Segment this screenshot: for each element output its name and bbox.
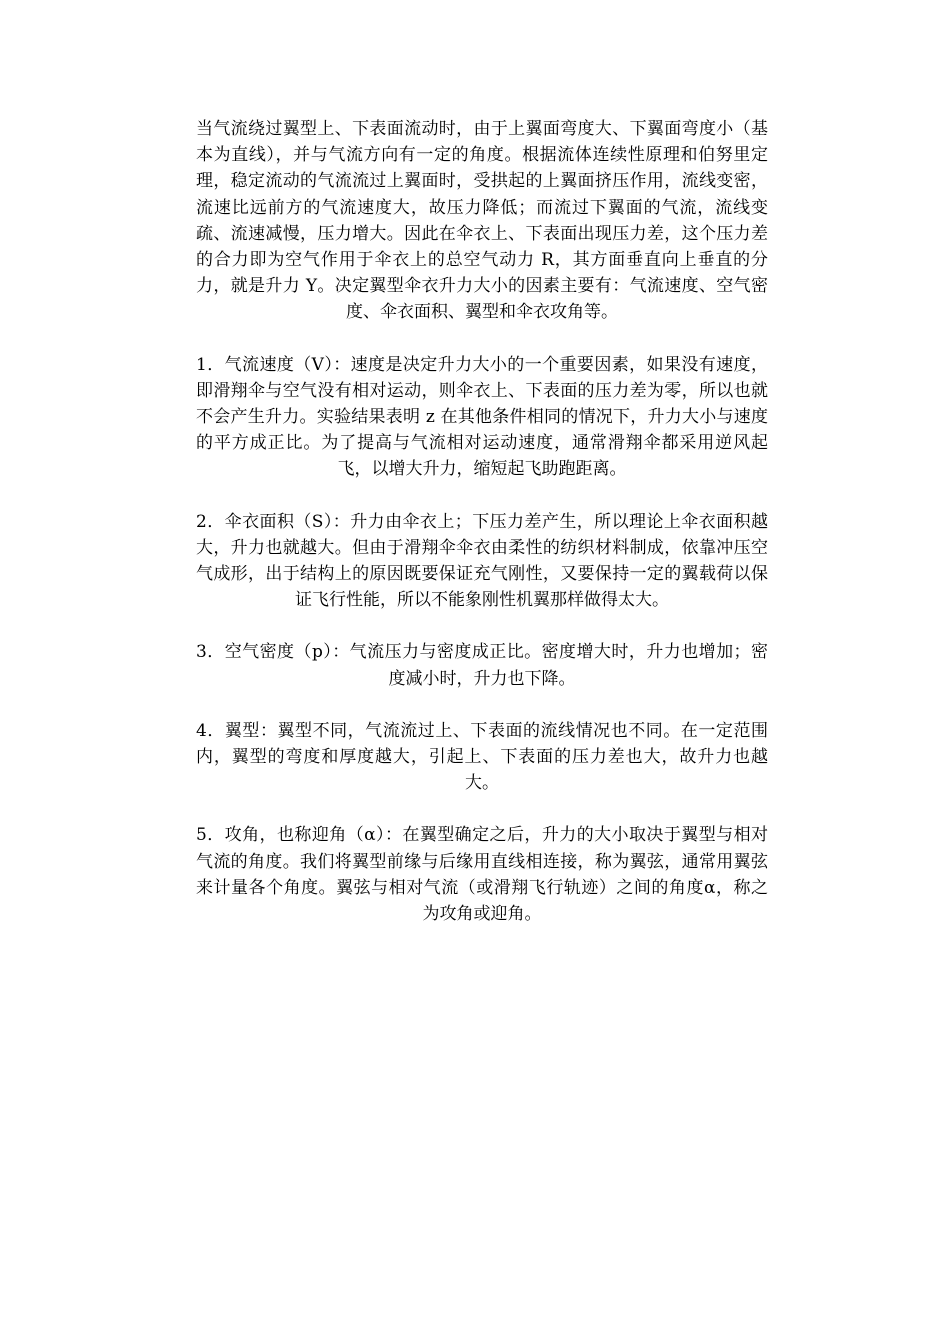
- body-text: [196, 116, 768, 927]
- paragraph-air-density: 3．空气密度（p）：气流压力与密度成正比。密度增大时，升力也增加；密度减小时，升力也下降。: [196, 642, 768, 689]
- paragraph-canopy-area: 2．伞衣面积（S）：升力由伞衣上；下压力差产生，所以理论上伞衣面积越大，升力也就越大。但由于滑翔伞伞衣由柔性的纺织材料制成，依靠冲压空气成形，出于结构上的原因既要保证充气刚性，又要保持一定的翼载荷以保证飞行性能，所以不能象刚性机翼那样做得太大。: [196, 511, 768, 611]
- paragraph-airfoil: 4．翼型：翼型不同，气流流过上、下表面的流线情况也不同。在一定范围内，翼型的弯度和厚度越大，引起上、下表面的压力差也大，故升力也越大。: [196, 720, 768, 794]
- paragraph-airflow-speed: 1．气流速度（V）：速度是决定升力大小的一个重要因素，如果没有速度，即滑翔伞与空气没有相对运动，则伞衣上、下表面的压力差为零，所以也就不会产生升力。实验结果表明 z 在其他条件相同的情况下，升力大小与速度的平方成正比。为了提高与气流相对运动速度，通常滑翔伞都采用逆风起飞，以增大升力，缩短起飞助跑距离。: [196, 354, 768, 480]
- paragraph-intro: 当气流绕过翼型上、下表面流动时，由于上翼面弯度大、下翼面弯度小（基本为直线），并与气流方向有一定的角度。根据流体连续性原理和伯努里定理，稳定流动的气流流过上翼面时，受拱起的上翼面挤压作用，流线变密，流速比远前方的气流速度大，故压力降低；而流过下翼面的气流，流线变疏、流速减慢，压力增大。因此在伞衣上、下表面出现压力差，这个压力差的合力即为空气作用于伞衣上的总空气动力 R，其方面垂直向上垂直的分力，就是升力 Y。决定翼型伞衣升力大小的因素主要有：气流速度、空气密度、伞衣面积、翼型和伞衣攻角等。: [196, 119, 768, 323]
- paragraph-angle-of-attack: 5．攻角，也称迎角（α）：在翼型确定之后，升力的大小取决于翼型与相对气流的角度。我们将翼型前缘与后缘用直线相连接，称为翼弦，通常用翼弦来计量各个角度。翼弦与相对气流（或滑翔飞行轨迹）之间的角度α，称之为攻角或迎角。: [196, 825, 768, 925]
